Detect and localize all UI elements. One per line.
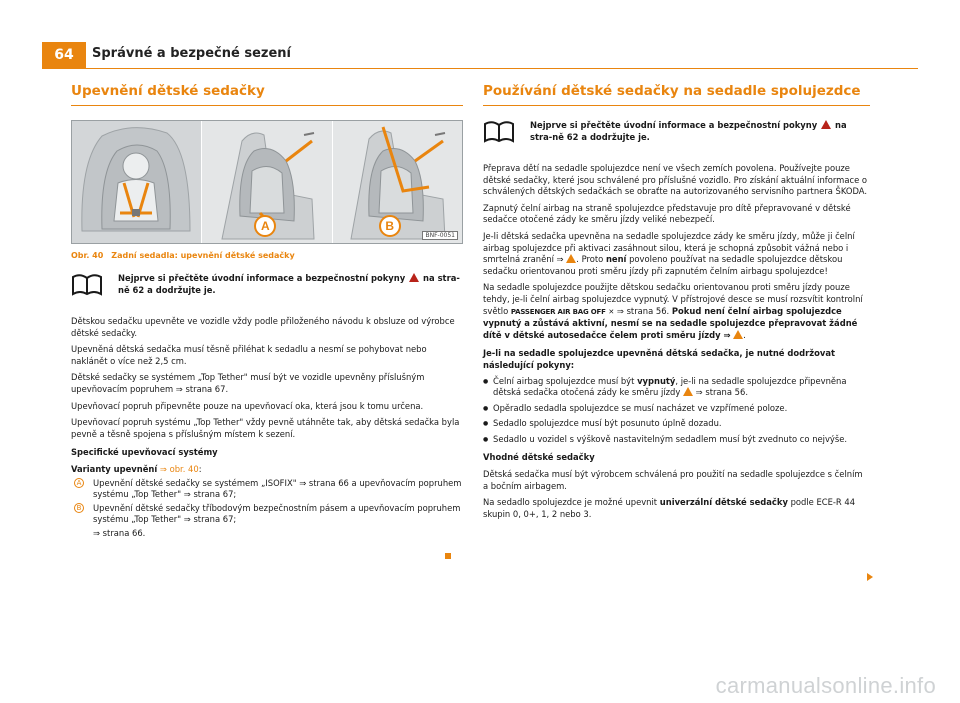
child-seat-illustration [72,121,202,243]
right-column [483,83,870,520]
figure-40 [71,120,463,244]
paragraph: Zapnutý čelní airbag na straně spolujezdce představuje pro dítě přepravované v dětské sedačce otočené zády ke směru jízdy veliké nebezpečí. [483,202,851,225]
variants-colon: : [198,463,202,474]
variant-letter-b: B [74,503,84,513]
figure-panel-a [202,121,332,243]
text-run: ⇒ strana 56. [616,305,670,316]
text-run: povoleno používat na sedadle spolujezdce dětskou sedačku orientovanou proti směru jízdy při zapnutém čelním airbagu spolujezdce! [483,254,843,276]
paragraph-airbag-off [483,282,870,341]
emphasis: univerzální dětské sedačky [659,497,788,508]
variants-label: Varianty upevnění [71,463,158,474]
paragraph-universal-seats [483,497,870,520]
paragraph: Upevňovací popruh připevněte pouze na upevňovací oka, která jsou k tomu určena. [71,400,424,411]
warning-icon [566,254,576,263]
emphasis: vypnutý [637,375,676,386]
variants-line [71,464,463,476]
subheading-specific-systems: Specifické upevňovací systémy [71,447,218,458]
read-first-note-right [483,120,870,150]
text-run: . [743,329,746,340]
watermark: carmanualsonline.info [715,673,936,698]
text-run: . Proto [576,254,604,265]
note-text-left: Nejprve si přečtěte úvodní informace a bezpečnostní pokyny [118,273,406,283]
text-run: , je-li na sedadle spolujezdce připevněna dětská sedačka otočená zády ke směru jízdy [493,375,847,398]
paragraph: Dětské sedačky se systémem „Top Tether" musí být ve vozidle upevněny příslušným upevňovacím popruhem ⇒ strana 67. [71,372,425,394]
page-header [0,0,960,69]
variant-ref-text: ⇒ strana 66. [93,527,146,538]
text-run: Čelní airbag spolujezdce musí být [493,375,635,386]
emphasis: Pokud není čelní airbag spolujezdce vypnutý a zůstává aktivní, nesmí se na sedadle spolujezdce přepravovat žádné dítě v dětské autosedačce čelem proti směru jízdy ⇒ [483,305,858,340]
list-item: ● Opěradlo sedadla spolujezdce se musí nacházet ve vzpřímené poloze. [483,403,870,415]
chapter-title: Správné a bezpečné sezení [92,46,291,61]
variant-text-b: Upevnění dětské sedačky tříbodovým bezpečnostním pásem a upevňovacím popruhem systému „Top Tether" ⇒ strana 67; [93,502,461,525]
left-column [71,83,463,540]
emphasis: není [605,254,627,265]
section-title-left: Upevnění dětské sedačky [71,83,463,106]
variant-letter-a: A [74,478,84,488]
figure-caption-number: Obr. 40 [71,251,104,260]
warning-icon [821,120,831,129]
warning-icon [409,273,419,282]
note-text-right: Nejprve si přečtěte úvodní informace a bezpečnostní pokyny [530,120,818,130]
list-item [483,376,870,399]
figure-caption-text: Zadní sedadla: upevnění dětské sedačky [111,251,295,260]
figure-link[interactable]: ⇒ obr. 40 [159,463,199,474]
header-divider [86,68,918,69]
figure-code: BNF-0051 [422,231,458,240]
page-number: 64 [42,42,86,69]
text-run: podle ECE-R 44 skupin 0, 0+, 1, 2 nebo 3. [483,497,856,519]
warning-icon [733,330,743,339]
book-icon [71,273,103,297]
paragraph: Dětská sedačka musí být výrobcem schválená pro použití na sedadle spolujezdce s čelním a bočním airbagem. [483,469,863,491]
variant-text-a: Upevnění dětské sedačky se systémem „ISOFIX" ⇒ strana 66 a upevňovacím popruhem systému „Top Tether" ⇒ strana 67; [93,477,462,500]
text-run: Na sedadle spolujezdce použijte dětskou sedačku orientovanou proti směru jízdy pouze tehdy, je-li čelní airbag spolujezdce vypnutý. V přístrojové desce se musí rozsvítit kontrolní světlo [483,282,863,316]
paragraph: Upevňovací popruh systému „Top Tether" vždy pevně utáhněte tak, aby dětská sedačka byla pevně a těsně spojena s příslušným místem k sezení. [71,417,460,439]
text-run: ⇒ strana 56. [695,387,748,398]
passenger-airbag-off-light: PASSENGER AIR BAG OFF [510,307,606,316]
subheading-following: Je-li na sedadle spolujezdce upevněná dětská sedačka, je nutné dodržovat následující pokyny: [483,348,836,370]
note-text-right-end: na stra-ně 62 a dodržujte je. [530,120,847,142]
paragraph: Přeprava dětí na sedadle spolujezdce není ve všech zemích povolena. Používejte pouze dětské sedačky, které jsou schválené pro příslušné vozidlo. Pro získání aktuální informace o schválených dětských sedačkách se obraťte na autorizovaného servisního partnera ŠKODA. [483,163,868,197]
airbag-off-icon: ✕ [608,307,615,316]
variant-item-b [71,503,463,526]
subheading-suitable-seats: Vhodné dětské sedačky [483,452,595,463]
paragraph-airbag-danger [483,231,870,277]
figure-caption [71,251,463,260]
variant-reference [71,528,463,540]
paragraph: Dětskou sedačku upevněte ve vozidle vždy podle přiloženého návodu k obsluze od výrobce dětské sedačky. [71,316,455,338]
warning-icon [683,387,693,396]
figure-marker-a: A [254,215,276,237]
list-item: ● Sedadlo u vozidel s výškově nastavitelným sedadlem musí být zvednuto co nejvýše. [483,434,870,446]
text-run: Je-li dětská sedačka upevněna na sedadle spolujezdce zády ke směru jízdy, může ji čelní airbag spolujezdce při aktivaci zasáhnout silou, která je schopná způsobit vážná nebo i smrtelná zranění ⇒ [483,230,855,265]
note-text-left-end: na stra-ně 62 a dodržujte je. [118,273,460,295]
variant-item-a [71,478,463,501]
continue-arrow-icon [867,573,873,581]
figure-panel-child-seat [72,121,202,243]
figure-marker-b: B [379,215,401,237]
section-title-right: Používání dětské sedačky na sedadle spolujezdce [483,83,870,106]
section-end-mark [445,553,451,559]
read-first-note-left [71,273,463,303]
book-icon [483,120,515,144]
text-run: Na sedadlo spolujezdce je možné upevnit [483,497,658,508]
figure-panel-b [333,121,462,243]
list-item: ● Sedadlo spolujezdce musí být posunuto úplně dozadu. [483,418,870,430]
paragraph: Upevněná dětská sedačka musí těsně přiléhat k sedadlu a nesmí se pohybovat nebo naklánět o více než 2,5 cm. [71,344,427,366]
